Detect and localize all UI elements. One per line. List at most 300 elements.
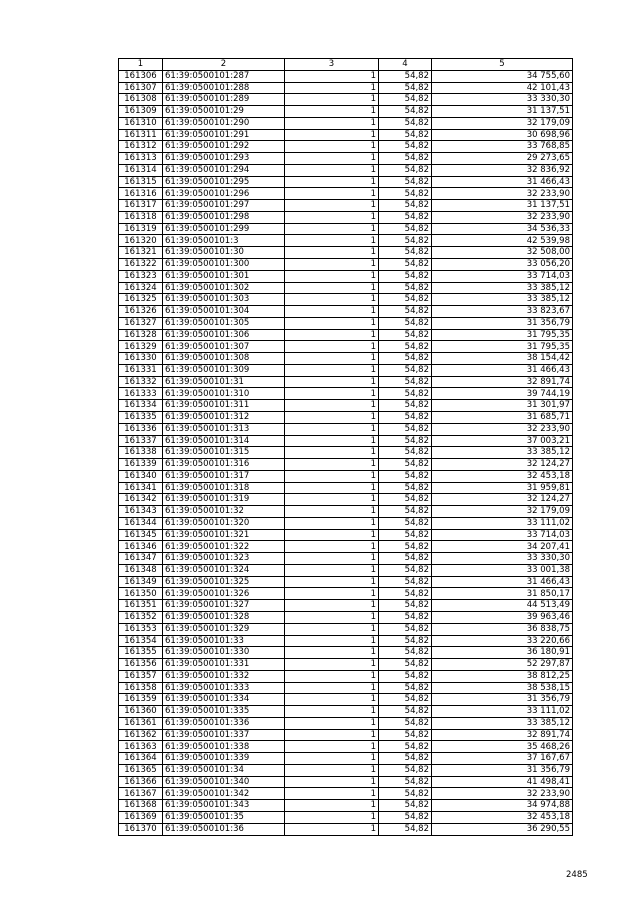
table-cell: 54,82 (379, 376, 432, 388)
table-cell: 1 (285, 294, 379, 306)
table-cell: 61:39:0500101:331 (163, 659, 285, 671)
table-cell: 33 385,12 (432, 294, 573, 306)
table-row (119, 600, 573, 612)
table-row (119, 670, 573, 682)
table-cell: 1 (285, 517, 379, 529)
table-row (119, 506, 573, 518)
table-cell: 36 180,91 (432, 647, 573, 659)
table-cell: 161347 (119, 553, 163, 565)
table-row (119, 635, 573, 647)
table-cell: 61:39:0500101:292 (163, 141, 285, 153)
table-cell: 61:39:0500101:290 (163, 117, 285, 129)
table-cell: 61:39:0500101:32 (163, 506, 285, 518)
table-cell: 61:39:0500101:333 (163, 682, 285, 694)
table-cell: 54,82 (379, 388, 432, 400)
table-cell: 54,82 (379, 141, 432, 153)
table-row (119, 223, 573, 235)
table-cell: 41 498,41 (432, 776, 573, 788)
table-cell: 161365 (119, 764, 163, 776)
table-cell: 61:39:0500101:312 (163, 411, 285, 423)
table-cell: 29 273,65 (432, 153, 573, 165)
table-cell: 161327 (119, 317, 163, 329)
table-cell: 161359 (119, 694, 163, 706)
table-row (119, 541, 573, 553)
table-cell: 39 744,19 (432, 388, 573, 400)
table-cell: 38 812,25 (432, 670, 573, 682)
table-row (119, 553, 573, 565)
table-cell: 161320 (119, 235, 163, 247)
table-cell: 54,82 (379, 812, 432, 824)
table-cell: 61:39:0500101:327 (163, 600, 285, 612)
table-cell: 54,82 (379, 694, 432, 706)
table-cell: 54,82 (379, 564, 432, 576)
table-cell: 54,82 (379, 411, 432, 423)
table-cell: 54,82 (379, 670, 432, 682)
table-cell: 1 (285, 647, 379, 659)
table-cell: 1 (285, 682, 379, 694)
table-cell: 31 466,43 (432, 364, 573, 376)
table-cell: 161367 (119, 788, 163, 800)
table-cell: 1 (285, 223, 379, 235)
table-cell: 54,82 (379, 235, 432, 247)
table-cell: 37 003,21 (432, 435, 573, 447)
table-cell: 161318 (119, 211, 163, 223)
table-cell: 54,82 (379, 541, 432, 553)
table-cell: 1 (285, 788, 379, 800)
table-cell: 161316 (119, 188, 163, 200)
table-cell: 161353 (119, 623, 163, 635)
table-cell: 161309 (119, 106, 163, 118)
column-header: 5 (432, 59, 573, 71)
table-cell: 161366 (119, 776, 163, 788)
table-cell: 161310 (119, 117, 163, 129)
table-row (119, 459, 573, 471)
table-cell: 1 (285, 235, 379, 247)
table-cell: 161370 (119, 823, 163, 835)
table-cell: 1 (285, 623, 379, 635)
table-cell: 32 891,74 (432, 729, 573, 741)
table-cell: 1 (285, 753, 379, 765)
table-cell: 61:39:0500101:318 (163, 482, 285, 494)
table-cell: 61:39:0500101:293 (163, 153, 285, 165)
table-cell: 61:39:0500101:328 (163, 611, 285, 623)
table-row (119, 529, 573, 541)
table-cell: 54,82 (379, 117, 432, 129)
table-cell: 161328 (119, 329, 163, 341)
table-row (119, 823, 573, 835)
table-cell: 54,82 (379, 529, 432, 541)
table-cell: 1 (285, 741, 379, 753)
table-cell: 1 (285, 435, 379, 447)
table-cell: 54,82 (379, 317, 432, 329)
table-cell: 161351 (119, 600, 163, 612)
table-row (119, 812, 573, 824)
table-row (119, 188, 573, 200)
table-cell: 1 (285, 353, 379, 365)
table-cell: 1 (285, 823, 379, 835)
table-cell: 54,82 (379, 800, 432, 812)
table-cell: 161308 (119, 94, 163, 106)
table-cell: 61:39:0500101:337 (163, 729, 285, 741)
table-cell: 161338 (119, 447, 163, 459)
table-cell: 32 179,09 (432, 506, 573, 518)
table-cell: 161345 (119, 529, 163, 541)
table-row (119, 694, 573, 706)
table-cell: 54,82 (379, 270, 432, 282)
table-cell: 38 538,15 (432, 682, 573, 694)
table-cell: 54,82 (379, 211, 432, 223)
table-row (119, 235, 573, 247)
table-cell: 161346 (119, 541, 163, 553)
column-header: 4 (379, 59, 432, 71)
table-cell: 33 330,30 (432, 553, 573, 565)
table-cell: 32 179,09 (432, 117, 573, 129)
table-cell: 1 (285, 259, 379, 271)
table-cell: 54,82 (379, 294, 432, 306)
table-cell: 54,82 (379, 176, 432, 188)
table-row (119, 576, 573, 588)
table-cell: 1 (285, 423, 379, 435)
table-row (119, 329, 573, 341)
table-cell: 1 (285, 776, 379, 788)
table-cell: 35 468,26 (432, 741, 573, 753)
table-row (119, 717, 573, 729)
table-cell: 161321 (119, 247, 163, 259)
table-row (119, 447, 573, 459)
table-cell: 1 (285, 764, 379, 776)
table-cell: 61:39:0500101:29 (163, 106, 285, 118)
table-cell: 54,82 (379, 588, 432, 600)
table-cell: 1 (285, 694, 379, 706)
table-row (119, 129, 573, 141)
table-cell: 161336 (119, 423, 163, 435)
table-cell: 161340 (119, 470, 163, 482)
table-cell: 32 124,27 (432, 494, 573, 506)
table-row (119, 176, 573, 188)
table-cell: 54,82 (379, 764, 432, 776)
table-cell: 54,82 (379, 259, 432, 271)
table-cell: 1 (285, 564, 379, 576)
table-cell: 1 (285, 706, 379, 718)
table-cell: 61:39:0500101:339 (163, 753, 285, 765)
table-row (119, 729, 573, 741)
table-cell: 61:39:0500101:309 (163, 364, 285, 376)
table-cell: 30 698,96 (432, 129, 573, 141)
table-row (119, 682, 573, 694)
table-row (119, 423, 573, 435)
table-cell: 1 (285, 329, 379, 341)
table-cell: 1 (285, 411, 379, 423)
table-cell: 1 (285, 270, 379, 282)
table-row (119, 270, 573, 282)
table-cell: 61:39:0500101:305 (163, 317, 285, 329)
table-cell: 61:39:0500101:296 (163, 188, 285, 200)
table-cell: 54,82 (379, 517, 432, 529)
table-cell: 161341 (119, 482, 163, 494)
table-cell: 61:39:0500101:298 (163, 211, 285, 223)
table-cell: 44 513,49 (432, 600, 573, 612)
table-cell: 1 (285, 306, 379, 318)
table-cell: 42 101,43 (432, 82, 573, 94)
table-cell: 1 (285, 459, 379, 471)
table-cell: 61:39:0500101:287 (163, 70, 285, 82)
table-cell: 161317 (119, 200, 163, 212)
table-cell: 61:39:0500101:316 (163, 459, 285, 471)
table-row (119, 388, 573, 400)
table-cell: 33 001,38 (432, 564, 573, 576)
table-cell: 61:39:0500101:340 (163, 776, 285, 788)
table-cell: 54,82 (379, 329, 432, 341)
table-row (119, 200, 573, 212)
table-cell: 32 233,90 (432, 788, 573, 800)
table-cell: 61:39:0500101:36 (163, 823, 285, 835)
table-cell: 61:39:0500101:326 (163, 588, 285, 600)
table-cell: 31 137,51 (432, 200, 573, 212)
table-cell: 61:39:0500101:3 (163, 235, 285, 247)
table-cell: 61:39:0500101:30 (163, 247, 285, 259)
table-row (119, 164, 573, 176)
table-row (119, 117, 573, 129)
page-number: 2485 (566, 870, 588, 880)
table-cell: 32 233,90 (432, 188, 573, 200)
table-cell: 32 124,27 (432, 459, 573, 471)
table-cell: 34 536,33 (432, 223, 573, 235)
table-cell: 33 385,12 (432, 282, 573, 294)
table-row (119, 623, 573, 635)
table-cell: 61:39:0500101:308 (163, 353, 285, 365)
table-cell: 61:39:0500101:304 (163, 306, 285, 318)
table-cell: 61:39:0500101:297 (163, 200, 285, 212)
table-cell: 1 (285, 188, 379, 200)
table-row (119, 647, 573, 659)
table-cell: 42 539,98 (432, 235, 573, 247)
table-cell: 1 (285, 670, 379, 682)
table-cell: 61:39:0500101:303 (163, 294, 285, 306)
table-cell: 1 (285, 282, 379, 294)
table-cell: 161350 (119, 588, 163, 600)
table-row (119, 788, 573, 800)
table-cell: 61:39:0500101:311 (163, 400, 285, 412)
table-cell: 161311 (119, 129, 163, 141)
table-cell: 32 508,00 (432, 247, 573, 259)
table-row (119, 153, 573, 165)
table-cell: 31 356,79 (432, 317, 573, 329)
table-cell: 61:39:0500101:302 (163, 282, 285, 294)
table-cell: 54,82 (379, 129, 432, 141)
column-header: 2 (163, 59, 285, 71)
table-row (119, 106, 573, 118)
table-cell: 161348 (119, 564, 163, 576)
table-cell: 54,82 (379, 682, 432, 694)
table-cell: 61:39:0500101:324 (163, 564, 285, 576)
table-cell: 54,82 (379, 306, 432, 318)
table-cell: 54,82 (379, 423, 432, 435)
table-cell: 38 154,42 (432, 353, 573, 365)
table-row (119, 364, 573, 376)
table-body (119, 70, 573, 835)
column-header: 3 (285, 59, 379, 71)
table-cell: 33 385,12 (432, 447, 573, 459)
table-cell: 61:39:0500101:301 (163, 270, 285, 282)
table-cell: 161361 (119, 717, 163, 729)
table-cell: 36 838,75 (432, 623, 573, 635)
table-cell: 33 714,03 (432, 270, 573, 282)
table-cell: 54,82 (379, 82, 432, 94)
table-cell: 52 297,87 (432, 659, 573, 671)
table-cell: 34 755,60 (432, 70, 573, 82)
table-cell: 161342 (119, 494, 163, 506)
table-cell: 1 (285, 129, 379, 141)
table-cell: 161326 (119, 306, 163, 318)
table-cell: 54,82 (379, 341, 432, 353)
table-cell: 54,82 (379, 776, 432, 788)
table-cell: 161319 (119, 223, 163, 235)
table-cell: 161323 (119, 270, 163, 282)
table-cell: 161334 (119, 400, 163, 412)
table-cell: 161362 (119, 729, 163, 741)
table-row (119, 353, 573, 365)
table-cell: 1 (285, 388, 379, 400)
table-cell: 161337 (119, 435, 163, 447)
table-cell: 61:39:0500101:295 (163, 176, 285, 188)
header-row (119, 59, 573, 71)
table-cell: 54,82 (379, 576, 432, 588)
table-cell: 33 111,02 (432, 517, 573, 529)
table-cell: 61:39:0500101:338 (163, 741, 285, 753)
table-cell: 31 685,71 (432, 411, 573, 423)
table-cell: 61:39:0500101:288 (163, 82, 285, 94)
table-cell: 54,82 (379, 788, 432, 800)
table-cell: 1 (285, 717, 379, 729)
table-cell: 1 (285, 470, 379, 482)
table-cell: 1 (285, 576, 379, 588)
table-cell: 33 714,03 (432, 529, 573, 541)
table-cell: 1 (285, 729, 379, 741)
table-cell: 61:39:0500101:307 (163, 341, 285, 353)
table-cell: 161306 (119, 70, 163, 82)
table-cell: 39 963,46 (432, 611, 573, 623)
table-cell: 37 167,67 (432, 753, 573, 765)
table-cell: 33 056,20 (432, 259, 573, 271)
table-cell: 1 (285, 341, 379, 353)
table-cell: 1 (285, 117, 379, 129)
table-cell: 1 (285, 164, 379, 176)
table-cell: 54,82 (379, 706, 432, 718)
table-cell: 31 356,79 (432, 764, 573, 776)
table-cell: 161360 (119, 706, 163, 718)
table-cell: 54,82 (379, 459, 432, 471)
table-row (119, 517, 573, 529)
table-cell: 161339 (119, 459, 163, 471)
table-cell: 161369 (119, 812, 163, 824)
table-row (119, 470, 573, 482)
table-cell: 161363 (119, 741, 163, 753)
table-cell: 161354 (119, 635, 163, 647)
table-cell: 61:39:0500101:320 (163, 517, 285, 529)
table-cell: 33 385,12 (432, 717, 573, 729)
table-cell: 54,82 (379, 164, 432, 176)
table-row (119, 82, 573, 94)
table-row (119, 564, 573, 576)
table-cell: 1 (285, 553, 379, 565)
table-cell: 61:39:0500101:332 (163, 670, 285, 682)
table-cell: 54,82 (379, 70, 432, 82)
table-cell: 161324 (119, 282, 163, 294)
table-cell: 61:39:0500101:310 (163, 388, 285, 400)
table-cell: 1 (285, 94, 379, 106)
table-cell: 54,82 (379, 623, 432, 635)
table-cell: 161331 (119, 364, 163, 376)
table-cell: 1 (285, 82, 379, 94)
table-cell: 54,82 (379, 153, 432, 165)
table-row (119, 494, 573, 506)
table-cell: 54,82 (379, 106, 432, 118)
table-row (119, 317, 573, 329)
table-cell: 34 207,41 (432, 541, 573, 553)
table-cell: 161312 (119, 141, 163, 153)
table-cell: 54,82 (379, 435, 432, 447)
table-cell: 54,82 (379, 506, 432, 518)
table-cell: 31 301,97 (432, 400, 573, 412)
table-row (119, 435, 573, 447)
table-cell: 61:39:0500101:31 (163, 376, 285, 388)
table-row (119, 211, 573, 223)
table-cell: 161357 (119, 670, 163, 682)
table-cell: 61:39:0500101:315 (163, 447, 285, 459)
table-cell: 31 137,51 (432, 106, 573, 118)
table-cell: 161322 (119, 259, 163, 271)
table-cell: 54,82 (379, 823, 432, 835)
table-cell: 1 (285, 541, 379, 553)
table-cell: 61:39:0500101:321 (163, 529, 285, 541)
table-cell: 61:39:0500101:34 (163, 764, 285, 776)
table-cell: 161313 (119, 153, 163, 165)
table-cell: 1 (285, 494, 379, 506)
table-cell: 54,82 (379, 223, 432, 235)
table-cell: 32 453,18 (432, 812, 573, 824)
table-cell: 1 (285, 529, 379, 541)
table-cell: 61:39:0500101:35 (163, 812, 285, 824)
table-cell: 161349 (119, 576, 163, 588)
table-cell: 31 850,17 (432, 588, 573, 600)
table-cell: 161358 (119, 682, 163, 694)
table-cell: 61:39:0500101:329 (163, 623, 285, 635)
table-row (119, 611, 573, 623)
table-cell: 54,82 (379, 729, 432, 741)
table-cell: 54,82 (379, 741, 432, 753)
table-cell: 1 (285, 376, 379, 388)
table-cell: 1 (285, 400, 379, 412)
table-cell: 1 (285, 800, 379, 812)
table-row (119, 141, 573, 153)
table-cell: 61:39:0500101:336 (163, 717, 285, 729)
table-cell: 1 (285, 247, 379, 259)
table-cell: 54,82 (379, 447, 432, 459)
table-cell: 54,82 (379, 282, 432, 294)
table-cell: 54,82 (379, 753, 432, 765)
table-cell: 54,82 (379, 717, 432, 729)
table-cell: 1 (285, 211, 379, 223)
table-cell: 1 (285, 70, 379, 82)
table-cell: 61:39:0500101:291 (163, 129, 285, 141)
table-cell: 61:39:0500101:294 (163, 164, 285, 176)
table-cell: 36 290,55 (432, 823, 573, 835)
table-cell: 31 466,43 (432, 576, 573, 588)
table-row (119, 588, 573, 600)
table-cell: 161344 (119, 517, 163, 529)
table-row (119, 306, 573, 318)
table-cell: 161307 (119, 82, 163, 94)
